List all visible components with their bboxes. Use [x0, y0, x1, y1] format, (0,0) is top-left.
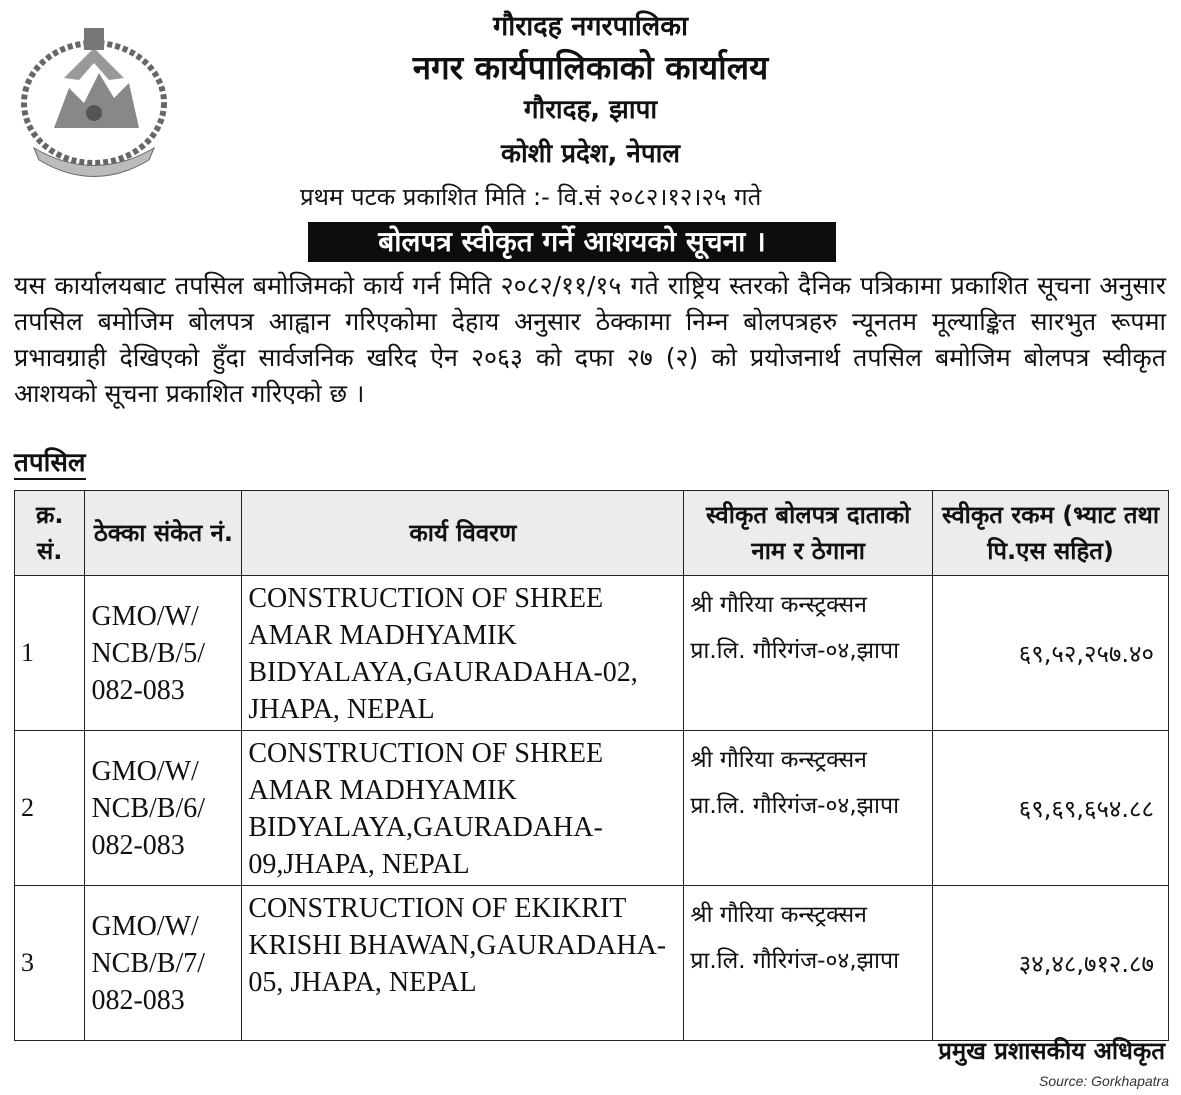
notice-title-banner: बोलपत्र स्वीकृत गर्ने आशयको सूचना । [308, 222, 836, 262]
table-row [15, 886, 1169, 1041]
bidder-name-address: श्री गौरिया कन्स्ट्रक्सन प्रा.लि. गौरिगंज-०४,झापा [684, 731, 933, 886]
header-work-description: कार्य विवरण [242, 491, 684, 576]
approved-amount: ६९,६९,६५४.८८ [933, 731, 1169, 886]
publish-date: प्रथम पटक प्रकाशित मिति :- वि.सं २०८२।१२।२५ गते [300, 183, 762, 211]
contract-table [14, 490, 1169, 1041]
contract-code: GMO/W/ NCB/B/5/ 082-083 [85, 576, 242, 731]
office-location: गौरादह, झापा [523, 95, 658, 125]
header-serial-number: क्र. सं. [15, 491, 85, 576]
office-name: नगर कार्यपालिकाको कार्यालय [412, 48, 769, 87]
schedule-label: तपसिल [14, 448, 86, 478]
municipality-name: गौरादह नगरपालिका [493, 11, 688, 42]
notice-body-paragraph: यस कार्यालयबाट तपसिल बमोजिमको कार्य गर्न मिति २०८२/११/१५ गते राष्ट्रिय स्तरको दैनिक पत्रिकामा प्रकाशित सूचना अनुसार तपसिल बमोजिम बोलपत्र आह्वान गरिएकोमा देहाय अनुसार ठेक्कामा निम्न बोलपत्रहरु न्यूनतम मूल्याङ्कित सारभुत रूपमा प्रभावग्राही देखिएको हुँदा सार्वजनिक खरिद ऐन २०६३ को दफा २७ (२) को प्रयोजनार्थ तपसिल बमोजिम बोलपत्र स्वीकृत आशयको सूचना प्रकाशित गरिएको छ । [14, 271, 1166, 408]
work-description: CONSTRUCTION OF EKIKRIT KRISHI BHAWAN,GAURADAHA-05, JHAPA, NEPAL [242, 886, 684, 1041]
table-row [15, 576, 1169, 731]
source-credit: Source: Gorkhapatra [1039, 1073, 1169, 1089]
header-amount: स्वीकृत रकम (भ्याट तथा पि.एस सहित) [933, 491, 1169, 576]
contract-code: GMO/W/ NCB/B/6/ 082-083 [85, 731, 242, 886]
table-header-row [15, 491, 1169, 576]
work-description: CONSTRUCTION OF SHREE AMAR MADHYAMIK BIDYALAYA,GAURADAHA-02, JHAPA, NEPAL [242, 576, 684, 731]
province-country: कोशी प्रदेश, नेपाल [501, 139, 680, 169]
serial-number: 2 [15, 731, 85, 886]
table-row [15, 731, 1169, 886]
header-contract-code: ठेक्का संकेत नं. [85, 491, 242, 576]
header-bidder: स्वीकृत बोलपत्र दाताको नाम र ठेगाना [684, 491, 933, 576]
approved-amount: ३४,४८,७१२.८७ [933, 886, 1169, 1041]
serial-number: 3 [15, 886, 85, 1041]
serial-number: 1 [15, 576, 85, 731]
work-description: CONSTRUCTION OF SHREE AMAR MADHYAMIK BIDYALAYA,GAURADAHA-09,JHAPA, NEPAL [242, 731, 684, 886]
bidder-name-address: श्री गौरिया कन्स्ट्रक्सन प्रा.लि. गौरिगंज-०४,झापा [684, 576, 933, 731]
signatory-title: प्रमुख प्रशासकीय अधिकृत [938, 1037, 1165, 1065]
contract-code: GMO/W/ NCB/B/7/ 082-083 [85, 886, 242, 1041]
approved-amount: ६९,५२,२५७.४० [933, 576, 1169, 731]
bidder-name-address: श्री गौरिया कन्स्ट्रक्सन प्रा.लि. गौरिगंज-०४,झापा [684, 886, 933, 1041]
